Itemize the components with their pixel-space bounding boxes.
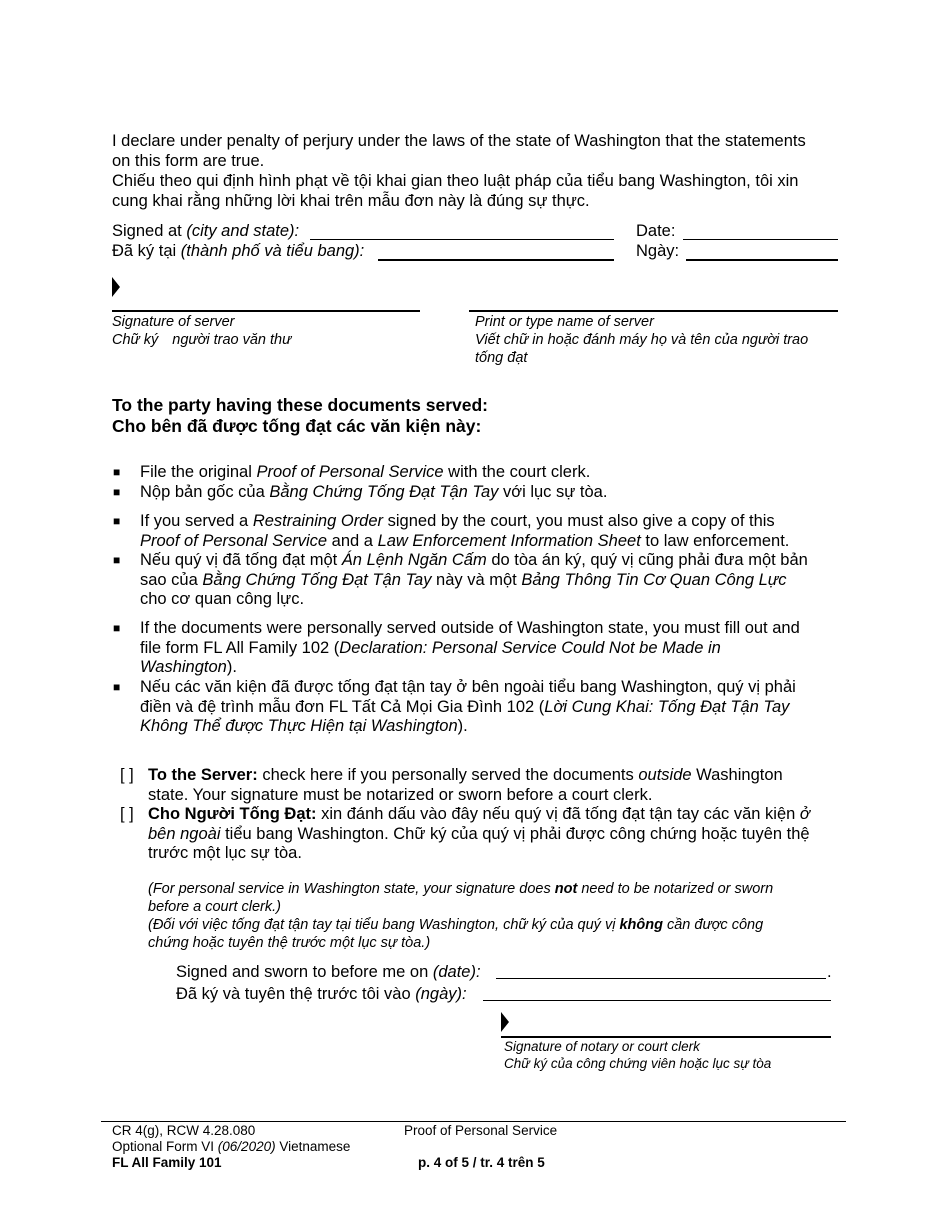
server-signature-caption-vi: Chữ ký người trao văn thư — [112, 332, 292, 348]
declaration-vi-1: Chiếu theo qui định hình phạt về tội khai gian theo luật pháp của tiểu bang Washington, tôi xin — [112, 172, 799, 190]
footer-page: p. 4 of 5 / tr. 4 trên 5 — [418, 1155, 545, 1170]
bullet-icon: ■ — [113, 465, 121, 479]
date-label-vi: Ngày: — [636, 242, 680, 260]
footer-left — [112, 1123, 350, 1171]
bullet-1-vi: Nộp bản gốc của Bằng Chứng Tống Đạt Tận Tay với lục sự tòa. — [140, 483, 608, 501]
footer-title: Proof of Personal Service — [404, 1123, 558, 1138]
server-check-vi: Cho Người Tống Đạt: xin đánh dấu vào đây nếu quý vị đã tống đạt tận tay các văn kiện ở bên ngoài tiểu bang Washington. Chữ ký của quý vị phải được công chứng hoặc tuyên thệ trước một lục sự tòa. — [148, 805, 810, 862]
bullet-icon: ■ — [113, 485, 121, 499]
server-signature-caption: Signature of server Chữ ký người trao văn thư — [112, 314, 292, 348]
notary-signature-caption: Signature of notary or court clerk Chữ ký của công chứng viên hoặc lục sự tòa — [504, 1039, 772, 1071]
server-checkbox-en[interactable]: [ ] — [120, 766, 134, 784]
sworn-date-field[interactable] — [496, 962, 826, 979]
declaration-en-2: on this form are true. — [112, 152, 265, 170]
date-field-underline — [686, 242, 838, 261]
bullet-3-en: If the documents were personally served outside of Washington state, you must fill out and file form FL All Family 102 (Declaration: Personal Service Could Not be Made in Washington). — [140, 619, 800, 676]
server-signature-field[interactable] — [112, 294, 420, 312]
notary-signature-field[interactable] — [501, 1020, 831, 1038]
signed-at-field-underline — [378, 242, 614, 261]
server-checkbox-vi[interactable]: [ ] — [120, 805, 134, 823]
server-check-en: To the Server: check here if you personally served the documents outside Washington state. Your signature must be notarized or sworn before a court clerk. — [148, 766, 783, 804]
sworn-period: . — [827, 963, 832, 981]
sworn-date-field-underline — [483, 984, 831, 1001]
server-name-caption: Print or type name of server Viết chữ in hoặc đánh máy họ và tên của người trao tống đạt — [475, 314, 809, 366]
bullet-icon: ■ — [113, 680, 121, 694]
sworn-label-en: Signed and sworn to before me on (date): — [176, 963, 481, 981]
server-name-field[interactable] — [469, 294, 838, 312]
footer-rule: CR 4(g), RCW 4.28.080 — [112, 1123, 256, 1138]
date-label-en: Date: — [636, 222, 676, 240]
declaration — [112, 131, 852, 211]
signed-at-field[interactable] — [310, 222, 614, 240]
footer-form-id: FL All Family 101 — [112, 1155, 222, 1170]
party-heading: To the party having these documents served: Cho bên đã được tống đạt các văn kiện này: — [112, 395, 489, 436]
bullet-icon: ■ — [113, 514, 121, 528]
date-field[interactable] — [683, 222, 838, 240]
declaration-en-1: I declare under penalty of perjury under the laws of the state of Washington that the statements — [112, 132, 806, 150]
bullet-2-en: If you served a Restraining Order signed by the court, you must also give a copy of this Proof of Personal Service and a Law Enforcement Information Sheet to law enforcement. — [140, 512, 790, 550]
footer-divider — [101, 1121, 846, 1122]
bullet-icon: ■ — [113, 553, 121, 567]
bullet-3-vi: Nếu các văn kiện đã được tống đạt tận tay ở bên ngoài tiểu bang Washington, quý vị phải điền và đệ trình mẫu đơn FL Tất Cả Mọi Gia Đình 102 (Lời Cung Khai: Tống Đạt Tận Tay Không Thể được Thực Hiện tại Washington). — [140, 678, 796, 735]
bullet-2-vi: Nếu quý vị đã tống đạt một Án Lệnh Ngăn Cấm do tòa án ký, quý vị cũng phải đưa một bản sao của Bằng Chứng Tống Đạt Tận Tay này và một Bảng Thông Tin Cơ Quan Công Lực cho cơ quan công lực. — [140, 551, 808, 608]
declaration-vi-2: cung khai rằng những lời khai trên mẫu đơn này là đúng sự thực. — [112, 192, 590, 210]
notarization-note: (For personal service in Washington state, your signature does not need to be notarized or sworn before a court clerk.) (Đối với việc tống đạt tận tay tại tiểu bang Washington, chữ ký của quý vị không cần được công chứng hoặc tuyên thệ trước một lục sự tòa.) — [148, 881, 774, 951]
signed-at-label-en: Signed at (city and state): — [112, 222, 300, 240]
bullet-icon: ■ — [113, 621, 121, 635]
sworn-label-vi: Đã ký và tuyên thệ trước tôi vào (ngày): — [176, 985, 467, 1003]
signed-at-label-vi: Đã ký tại (thành phố và tiểu bang): — [112, 242, 365, 260]
bullet-1-en: File the original Proof of Personal Service with the court clerk. — [140, 463, 591, 481]
footer-optional: Optional Form VI (06/2020) Vietnamese — [112, 1139, 351, 1154]
